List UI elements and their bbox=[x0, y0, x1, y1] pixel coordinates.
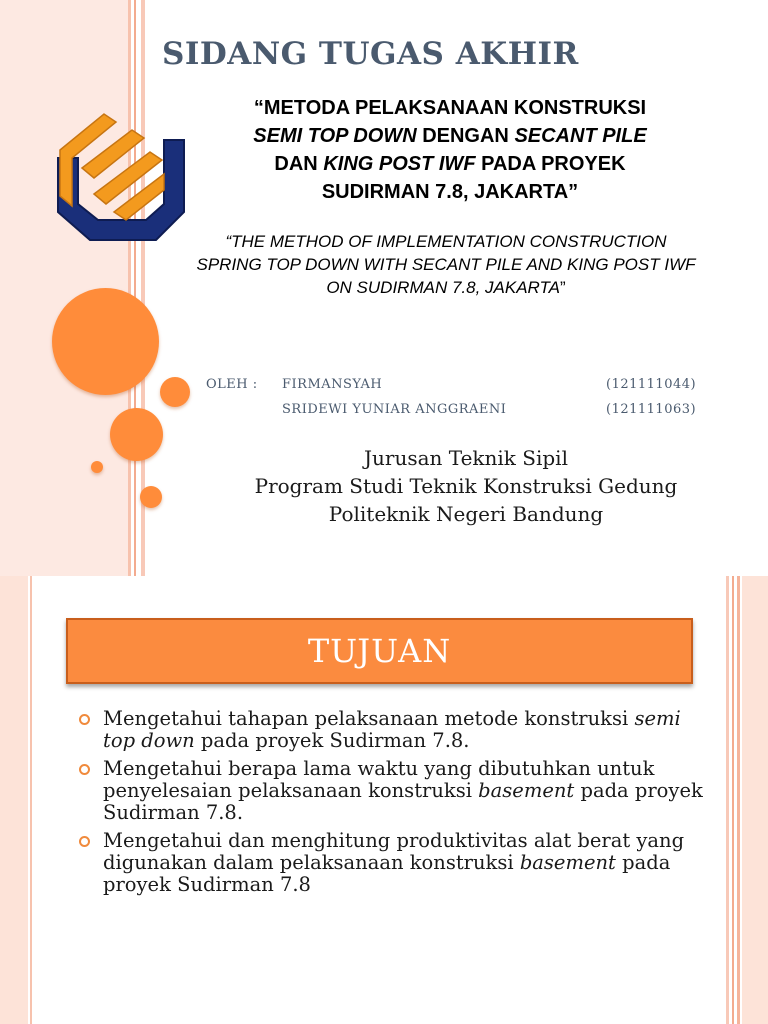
circle-bullet-icon bbox=[79, 764, 90, 775]
item-text: Mengetahui berapa lama waktu yang dibutuhkan untuk penyelesaian pelaksanaan konstruksi bbox=[103, 757, 655, 802]
list-item bbox=[76, 758, 716, 824]
decorative-stripe bbox=[128, 0, 131, 576]
item-text: Mengetahui tahapan pelaksanaan metode konstruksi bbox=[103, 707, 635, 730]
decorative-band bbox=[0, 576, 28, 1024]
decorative-stripe bbox=[732, 576, 734, 1024]
institution-name: Politeknik Negeri Bandung bbox=[328, 502, 604, 526]
decorative-circle bbox=[91, 461, 103, 473]
list-item bbox=[76, 830, 716, 896]
decorative-stripe bbox=[737, 576, 740, 1024]
author-name: SRIDEWI YUNIAR ANGGRAENI bbox=[282, 402, 507, 417]
item-emphasis: semi top down bbox=[103, 707, 681, 752]
title-text: PADA PROYEK bbox=[475, 153, 626, 175]
thesis-title-indonesian bbox=[200, 94, 700, 206]
author-name: FIRMANSYAH bbox=[282, 377, 383, 392]
title-line bbox=[200, 150, 700, 178]
institution-logo-icon bbox=[52, 108, 192, 248]
title-line bbox=[200, 122, 700, 150]
title-italic: SECANT PILE bbox=[514, 125, 647, 147]
item-text: Mengetahui dan menghitung produktivitas alat berat yang digunakan dalam pelaksanaan konstruksi bbox=[103, 829, 685, 874]
title-line: “METODA PELAKSANAAN KONSTRUKSI bbox=[253, 97, 647, 119]
thesis-title-english bbox=[196, 230, 696, 299]
item-emphasis: basement bbox=[519, 851, 616, 874]
decorative-band bbox=[742, 576, 768, 1024]
institution-block bbox=[196, 444, 736, 528]
title-en-italic: “THE METHOD OF IMPLEMENTATION CONSTRUCTION SPRING TOP DOWN WITH SECANT PILE AND KING POST IWF ON SUDIRMAN 7.8, JAKARTA bbox=[196, 232, 696, 297]
decorative-stripe bbox=[726, 576, 729, 1024]
decorative-stripe bbox=[30, 576, 32, 1024]
item-text: pada proyek Sudirman 7.8. bbox=[103, 779, 703, 824]
item-text: pada proyek Sudirman 7.8 bbox=[103, 851, 671, 896]
heading-banner bbox=[66, 618, 693, 684]
author-label: OLEH : bbox=[206, 377, 258, 392]
title-italic: KING POST IWF bbox=[323, 153, 476, 175]
title-en-quote: ” bbox=[559, 278, 566, 297]
department: Jurusan Teknik Sipil bbox=[364, 446, 568, 470]
decorative-circle bbox=[160, 377, 190, 407]
decorative-circle-large bbox=[52, 288, 159, 395]
decorative-circle bbox=[140, 486, 162, 508]
title-text: DAN bbox=[274, 153, 324, 175]
title-line: SUDIRMAN 7.8, JAKARTA” bbox=[321, 181, 579, 203]
list-item bbox=[76, 708, 716, 752]
objectives-list bbox=[76, 708, 716, 902]
decorative-circle bbox=[110, 408, 163, 461]
study-program: Program Studi Teknik Konstruksi Gedung bbox=[254, 474, 678, 498]
circle-bullet-icon bbox=[79, 836, 90, 847]
item-emphasis: basement bbox=[478, 779, 575, 802]
author-id: (121111044) bbox=[606, 377, 697, 392]
item-text: pada proyek Sudirman 7.8. bbox=[194, 729, 470, 752]
title-text: DENGAN bbox=[416, 125, 515, 147]
title-italic: SEMI TOP DOWN bbox=[253, 125, 417, 147]
decorative-stripe bbox=[134, 0, 136, 576]
author-id: (121111063) bbox=[606, 402, 697, 417]
page-title: SIDANG TUGAS AKHIR bbox=[162, 36, 579, 72]
circle-bullet-icon bbox=[79, 714, 90, 725]
section-heading: TUJUAN bbox=[307, 632, 452, 670]
